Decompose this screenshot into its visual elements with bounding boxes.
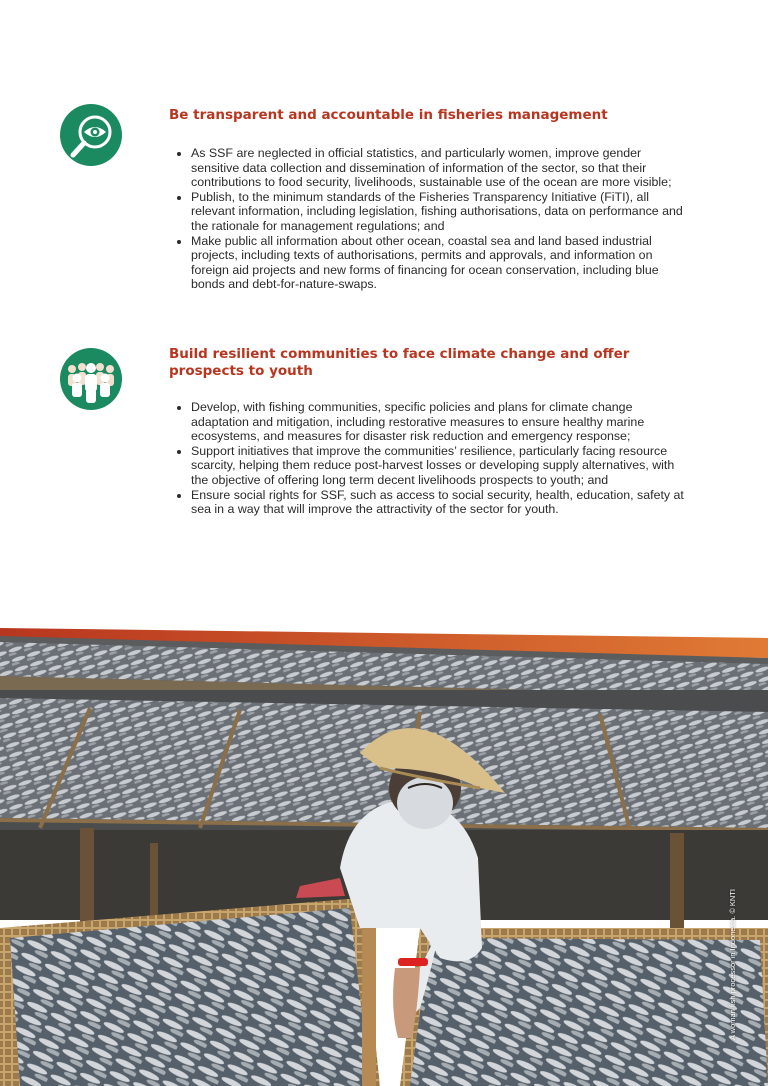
- photo-credit: A woman fish processor in Indonesia. © KNTI: [728, 888, 737, 1040]
- section-heading: Be transparent and accountable in fisheries management: [169, 107, 608, 123]
- list-item: • Publish, to the minimum standards of the Fisheries Transparency Initiative (FiTI), all relevant information, including legislation, fishing authorisations, data on performance and the rationale for management regulations; and: [191, 190, 691, 234]
- list-item: • As SSF are neglected in official statistics, and particularly women, improve gender sensitive data collection and dissemination of information of the sector, so that their contributions to food security, livelihoods, sustainable use of the ocean are more visible;: [191, 146, 691, 190]
- list-item: • Ensure social rights for SSF, such as access to social security, health, education, safety at sea in a way that will improve the attractivity of the sector for youth.: [191, 488, 691, 517]
- woman-drying-fish-photo: [0, 628, 768, 1086]
- list-item: • Develop, with fishing communities, specific policies and plans for climate change adaptation and mitigation, including restorative measures to ensure healthy marine ecosystems, and measures for disaster risk reduction and emergency response;: [191, 400, 691, 444]
- section-heading: Build resilient communities to face climate change and offer prospects to youth: [169, 346, 630, 379]
- community-people-icon: [60, 348, 122, 410]
- list-item: • Make public all information about other ocean, coastal sea and land based industrial projects, including texts of authorisations, permits and approvals, and information on foreign aid projects and new forms of financing for ocean conservation, including blue bonds and debt-for-nature-swaps.: [191, 234, 691, 292]
- list-item: • Support initiatives that improve the communities’ resilience, particularly facing resource scarcity, helping them reduce post-harvest losses or developing supply alternatives, with the objective of offering long term decent livelihoods prospects to youth; and: [191, 444, 691, 488]
- bullet-list: [173, 400, 691, 517]
